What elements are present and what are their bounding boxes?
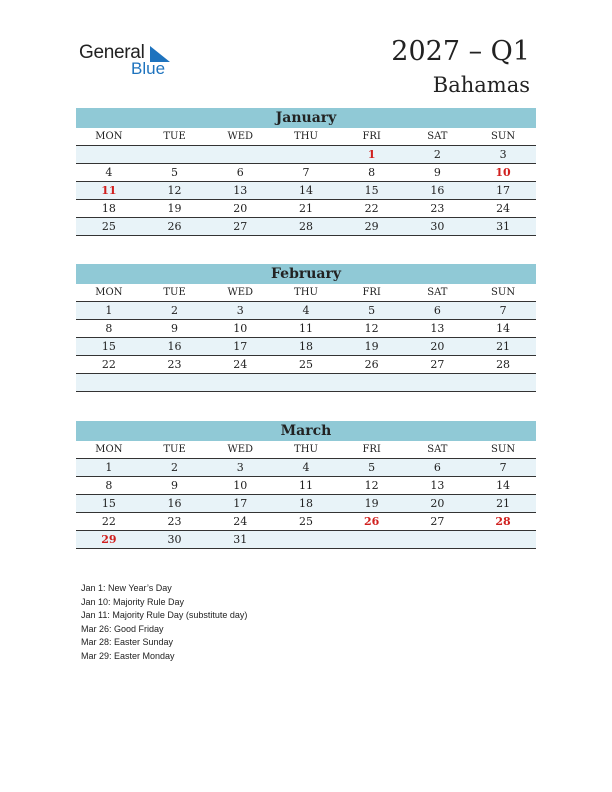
day-cell: 30 bbox=[430, 220, 445, 233]
day-cell: 2 bbox=[171, 461, 179, 474]
day-cell: 3 bbox=[499, 148, 507, 161]
day-cell: 25 bbox=[101, 220, 116, 233]
week-row bbox=[76, 356, 536, 374]
weekday-label: SUN bbox=[491, 131, 516, 142]
day-cell: 6 bbox=[433, 304, 441, 317]
day-cell: 17 bbox=[496, 184, 511, 197]
weekday-label: TUE bbox=[163, 287, 186, 298]
day-cell: 22 bbox=[101, 515, 116, 528]
day-cell: 15 bbox=[101, 340, 116, 353]
week-row bbox=[76, 218, 536, 236]
day-cell: 12 bbox=[364, 479, 379, 492]
day-cell bbox=[273, 531, 339, 548]
day-cell: 17 bbox=[233, 340, 248, 353]
day-cell: 19 bbox=[364, 497, 379, 510]
weekday-label: FRI bbox=[362, 444, 381, 455]
week-row bbox=[76, 200, 536, 218]
day-cell: 6 bbox=[433, 461, 441, 474]
day-cell: 26 bbox=[167, 220, 182, 233]
day-cell: 8 bbox=[368, 166, 376, 179]
day-cell: 28 bbox=[495, 515, 511, 528]
day-cell: 20 bbox=[430, 497, 445, 510]
day-cell: 30 bbox=[167, 533, 182, 546]
day-cell: 8 bbox=[105, 322, 113, 335]
holiday-note: Jan 1: New Year’s Day bbox=[81, 583, 172, 593]
day-cell: 10 bbox=[495, 166, 511, 179]
holiday-notes bbox=[81, 582, 247, 663]
day-cell: 15 bbox=[101, 497, 116, 510]
weekday-header-row bbox=[76, 441, 536, 459]
day-cell: 4 bbox=[302, 304, 310, 317]
day-cell: 20 bbox=[430, 340, 445, 353]
weekday-label: THU bbox=[294, 131, 318, 142]
day-cell: 1 bbox=[367, 148, 376, 161]
day-cell: 2 bbox=[433, 148, 441, 161]
day-cell: 24 bbox=[233, 515, 248, 528]
day-cell: 7 bbox=[499, 304, 507, 317]
day-cell: 16 bbox=[430, 184, 445, 197]
day-cell: 13 bbox=[430, 479, 445, 492]
day-cell: 1 bbox=[105, 461, 113, 474]
day-cell bbox=[76, 146, 142, 163]
day-cell: 26 bbox=[364, 358, 379, 371]
day-cell: 14 bbox=[496, 479, 511, 492]
day-cell: 23 bbox=[430, 202, 445, 215]
day-cell: 22 bbox=[101, 358, 116, 371]
day-cell bbox=[207, 374, 273, 391]
weekday-label: SAT bbox=[427, 131, 448, 142]
day-cell: 31 bbox=[496, 220, 511, 233]
day-cell: 26 bbox=[364, 515, 380, 528]
weekday-label: SAT bbox=[427, 287, 448, 298]
day-cell: 27 bbox=[430, 515, 445, 528]
week-row bbox=[76, 459, 536, 477]
day-cell bbox=[405, 374, 471, 391]
day-cell bbox=[273, 146, 339, 163]
weekday-header-row bbox=[76, 284, 536, 302]
weekday-label: FRI bbox=[362, 131, 381, 142]
day-cell: 31 bbox=[233, 533, 248, 546]
week-row bbox=[76, 164, 536, 182]
day-cell bbox=[207, 146, 273, 163]
week-row bbox=[76, 495, 536, 513]
weekday-label: WED bbox=[227, 444, 254, 455]
day-cell: 22 bbox=[364, 202, 379, 215]
day-cell: 13 bbox=[233, 184, 248, 197]
week-row bbox=[76, 338, 536, 356]
day-cell: 20 bbox=[233, 202, 248, 215]
day-cell: 21 bbox=[496, 340, 511, 353]
day-cell bbox=[339, 531, 405, 548]
month-march bbox=[76, 421, 536, 549]
logo bbox=[79, 42, 189, 82]
weekday-label: TUE bbox=[163, 131, 186, 142]
day-cell: 9 bbox=[433, 166, 441, 179]
day-cell: 11 bbox=[298, 479, 313, 492]
day-cell: 5 bbox=[368, 461, 376, 474]
day-cell: 8 bbox=[105, 479, 113, 492]
page-title: 2027 – Q1 bbox=[391, 36, 530, 67]
weekday-label: SUN bbox=[491, 444, 516, 455]
day-cell bbox=[405, 531, 471, 548]
month-title: February bbox=[76, 264, 536, 284]
day-cell bbox=[142, 146, 208, 163]
day-cell: 12 bbox=[167, 184, 182, 197]
day-cell: 25 bbox=[298, 515, 313, 528]
day-cell: 10 bbox=[233, 479, 248, 492]
day-cell: 24 bbox=[233, 358, 248, 371]
day-cell: 18 bbox=[298, 497, 313, 510]
day-cell bbox=[273, 374, 339, 391]
holiday-note: Jan 10: Majority Rule Day bbox=[81, 596, 185, 607]
day-cell: 10 bbox=[233, 322, 248, 335]
weekday-label: FRI bbox=[362, 287, 381, 298]
weekday-label: THU bbox=[294, 287, 318, 298]
day-cell bbox=[470, 374, 536, 391]
day-cell: 28 bbox=[298, 220, 313, 233]
day-cell: 5 bbox=[171, 166, 179, 179]
day-cell: 21 bbox=[496, 497, 511, 510]
day-cell: 19 bbox=[167, 202, 182, 215]
weekday-label: MON bbox=[95, 444, 123, 455]
day-cell: 23 bbox=[167, 358, 182, 371]
day-cell: 28 bbox=[496, 358, 511, 371]
day-cell: 4 bbox=[302, 461, 310, 474]
week-row bbox=[76, 513, 536, 531]
day-cell: 13 bbox=[430, 322, 445, 335]
day-cell: 21 bbox=[298, 202, 313, 215]
day-cell: 19 bbox=[364, 340, 379, 353]
day-cell: 23 bbox=[167, 515, 182, 528]
day-cell: 4 bbox=[105, 166, 113, 179]
day-cell: 6 bbox=[236, 166, 244, 179]
day-cell: 12 bbox=[364, 322, 379, 335]
day-cell: 27 bbox=[430, 358, 445, 371]
day-cell: 18 bbox=[298, 340, 313, 353]
day-cell: 7 bbox=[499, 461, 507, 474]
day-cell: 18 bbox=[101, 202, 116, 215]
month-february bbox=[76, 264, 536, 392]
day-cell: 14 bbox=[298, 184, 313, 197]
week-row bbox=[76, 182, 536, 200]
week-row bbox=[76, 302, 536, 320]
day-cell: 16 bbox=[167, 497, 182, 510]
month-title: January bbox=[76, 108, 536, 128]
day-cell bbox=[76, 374, 142, 391]
day-cell: 11 bbox=[101, 184, 117, 197]
day-cell: 24 bbox=[496, 202, 511, 215]
day-cell: 27 bbox=[233, 220, 248, 233]
month-january bbox=[76, 108, 536, 236]
day-cell: 5 bbox=[368, 304, 376, 317]
day-cell: 17 bbox=[233, 497, 248, 510]
weekday-label: MON bbox=[95, 131, 123, 142]
logo-general-text: General bbox=[79, 42, 145, 63]
day-cell: 29 bbox=[101, 533, 117, 546]
holiday-note: Jan 11: Majority Rule Day (substitute day) bbox=[81, 610, 248, 620]
country-name: Bahamas bbox=[432, 73, 530, 97]
week-row bbox=[76, 320, 536, 338]
weekday-label: SUN bbox=[491, 287, 516, 298]
weekday-header-row bbox=[76, 128, 536, 146]
weekday-label: WED bbox=[227, 287, 254, 298]
day-cell: 14 bbox=[496, 322, 511, 335]
weekday-label: TUE bbox=[163, 444, 186, 455]
day-cell: 11 bbox=[298, 322, 313, 335]
week-row bbox=[76, 374, 536, 392]
day-cell: 29 bbox=[364, 220, 379, 233]
day-cell: 3 bbox=[236, 304, 244, 317]
day-cell bbox=[339, 374, 405, 391]
logo-blue-text: Blue bbox=[131, 59, 166, 78]
holiday-note: Mar 29: Easter Monday bbox=[81, 650, 175, 661]
weekday-label: THU bbox=[294, 444, 318, 455]
day-cell: 2 bbox=[171, 304, 179, 317]
weekday-label: WED bbox=[227, 131, 254, 142]
day-cell: 25 bbox=[298, 358, 313, 371]
holiday-note: Mar 28: Easter Sunday bbox=[81, 637, 174, 647]
weekday-label: MON bbox=[95, 287, 123, 298]
day-cell: 15 bbox=[364, 184, 379, 197]
day-cell bbox=[142, 374, 208, 391]
day-cell: 1 bbox=[105, 304, 113, 317]
day-cell: 16 bbox=[167, 340, 182, 353]
day-cell bbox=[470, 531, 536, 548]
week-row bbox=[76, 146, 536, 164]
weekday-label: SAT bbox=[427, 444, 448, 455]
month-title: March bbox=[76, 421, 536, 441]
week-row bbox=[76, 531, 536, 549]
day-cell: 9 bbox=[171, 479, 179, 492]
day-cell: 3 bbox=[236, 461, 244, 474]
day-cell: 7 bbox=[302, 166, 310, 179]
day-cell: 9 bbox=[171, 322, 179, 335]
week-row bbox=[76, 477, 536, 495]
holiday-note: Mar 26: Good Friday bbox=[81, 623, 164, 634]
